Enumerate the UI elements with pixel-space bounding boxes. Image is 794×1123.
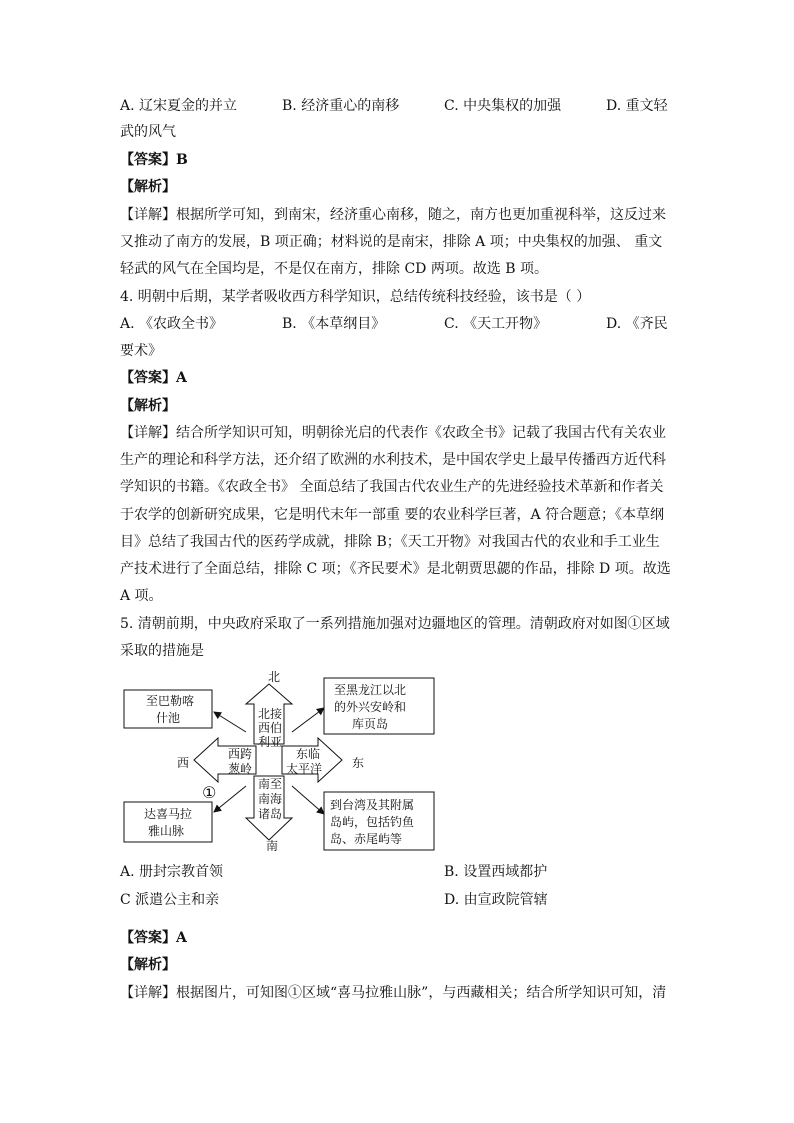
q4-detail-line: 目》总结了我国古代的医药学成就，排除 B；《天工开物》对我国古代的农业和手工业生 — [120, 534, 660, 550]
q4-detail-line: 学知识的书籍。《农政全书》 全面总结了我国古代农业生产的先进经验技术革新和作者关 — [120, 479, 664, 495]
arrow-west-line: 西跨 — [228, 747, 253, 761]
box-northwest-line: 至巴勒喀 — [146, 694, 195, 708]
arrow-north-line: 利亚 — [258, 735, 283, 749]
arrow-west-line: 葱岭 — [228, 762, 253, 776]
connector-southeast — [292, 786, 324, 814]
q4-option-a: A. 《农政全书》 — [120, 316, 224, 332]
arrow-north-line: 西伯 — [258, 721, 283, 735]
direction-south: 南 — [266, 839, 279, 853]
box-northeast-line: 的外兴安岭和 — [334, 700, 407, 714]
direction-east: 东 — [352, 756, 365, 770]
arrow-south-line: 诸岛 — [258, 807, 283, 821]
q5-answer: 【答案】A — [120, 930, 187, 946]
box-northeast-line: 库页岛 — [352, 717, 389, 731]
box-southeast-line: 岛、赤尾屿等 — [330, 832, 403, 846]
q4-analysis-label: 【解析】 — [120, 398, 176, 414]
q4-stem: 4. 明朝中后期，某学者吸收西方科学知识，总结传统科技经验，该书是（ ） — [120, 289, 591, 305]
box-southwest-line: 达喜马拉 — [144, 807, 193, 821]
q5-option-c: C 派遣公主和亲 — [120, 892, 220, 908]
q3-answer: 【答案】B — [120, 152, 188, 168]
connector-northwest — [214, 712, 246, 732]
q4-option-d: D. 《齐民 — [606, 316, 668, 332]
arrow-south-line: 南至 — [258, 777, 283, 791]
arrow-south-line: 南海 — [258, 792, 283, 806]
q5-stem-line: 5. 清朝前期，中央政府采取了一系列措施加强对边疆地区的管理。清朝政府对如图①区域 — [120, 616, 670, 632]
q5-analysis-label: 【解析】 — [120, 957, 176, 973]
q4-detail-line: 生产的理论和科学方法，还介绍了欧洲的水利技术，是中国农学史上最早传播西方近代科 — [120, 452, 666, 468]
q5-detail-line: 【详解】根据图片，可知图①区域“喜马拉雅山脉”，与西藏相关；结合所学知识可知，清 — [120, 985, 667, 1001]
direction-north: 北 — [268, 670, 281, 684]
q3-detail-line: 【详解】根据所学可知，到南宋，经济重心南移，随之，南方也更加重视科举，这反过来 — [120, 207, 666, 223]
q3-detail-line: 轻武的风气在全国均是，不是仅在南方，排除 CD 两项。故选 B 项。 — [120, 261, 549, 277]
arrow-east-line: 东临 — [296, 747, 321, 761]
q4-detail-line: 于农学的创新研究成果，它是明代末年一部重 要的农业科学巨著，A 符合题意；《本草纲 — [120, 507, 665, 523]
connector-southwest — [214, 786, 246, 812]
box-northwest-line: 什池 — [156, 711, 181, 725]
q4-option-c: C. 《天工开物》 — [444, 316, 548, 332]
q5-stem-line: 采取的措施是 — [120, 643, 204, 659]
q3-option-d: D. 重文轻 — [606, 98, 668, 114]
q4-option-d-cont: 要术》 — [120, 343, 162, 359]
q3-option-b: B. 经济重心的南移 — [282, 98, 400, 114]
direction-west: 西 — [177, 756, 190, 770]
q4-detail-line: 【详解】结合所学知识可知，明朝徐光启的代表作《农政全书》记载了我国古代有关农业 — [120, 425, 666, 441]
q4-detail-line: A 项。 — [120, 588, 163, 604]
box-northeast-line: 至黑龙江以北 — [334, 683, 407, 697]
q4-answer: 【答案】A — [120, 370, 187, 386]
q5-option-a: A. 册封宗教首领 — [120, 864, 224, 880]
q4-option-b: B. 《本草纲目》 — [282, 316, 386, 332]
box-southwest-line: 雅山脉 — [148, 824, 185, 838]
territory-diagram — [120, 668, 440, 854]
q3-detail-line: 又推动了南方的发展，B 项正确；材料说的是南宋，排除 A 项；中央集权的加强、 重文 — [120, 234, 663, 250]
q5-option-d: D. 由宣政院管辖 — [444, 892, 548, 908]
q3-option-d-cont: 武的风气 — [120, 124, 176, 140]
arrow-east-line: 太平洋 — [286, 762, 323, 776]
region-marker: ① — [202, 783, 217, 802]
box-southeast-line: 到台湾及其附属 — [330, 798, 415, 812]
q3-option-a: A. 辽宋夏金的并立 — [120, 98, 238, 114]
q4-detail-line: 产技术进行了全面总结，排除 C 项；《齐民要术》是北朝贾思勰的作品，排除 D 项。故选 — [120, 561, 671, 577]
box-southeast-line: 岛屿，包括钓鱼 — [330, 815, 415, 829]
connector-northeast — [292, 708, 324, 732]
arrow-north-line: 北接 — [258, 707, 283, 721]
q3-analysis-label: 【解析】 — [120, 179, 176, 195]
q3-option-c: C. 中央集权的加强 — [444, 98, 562, 114]
q5-option-b: B. 设置西域都护 — [444, 864, 548, 880]
